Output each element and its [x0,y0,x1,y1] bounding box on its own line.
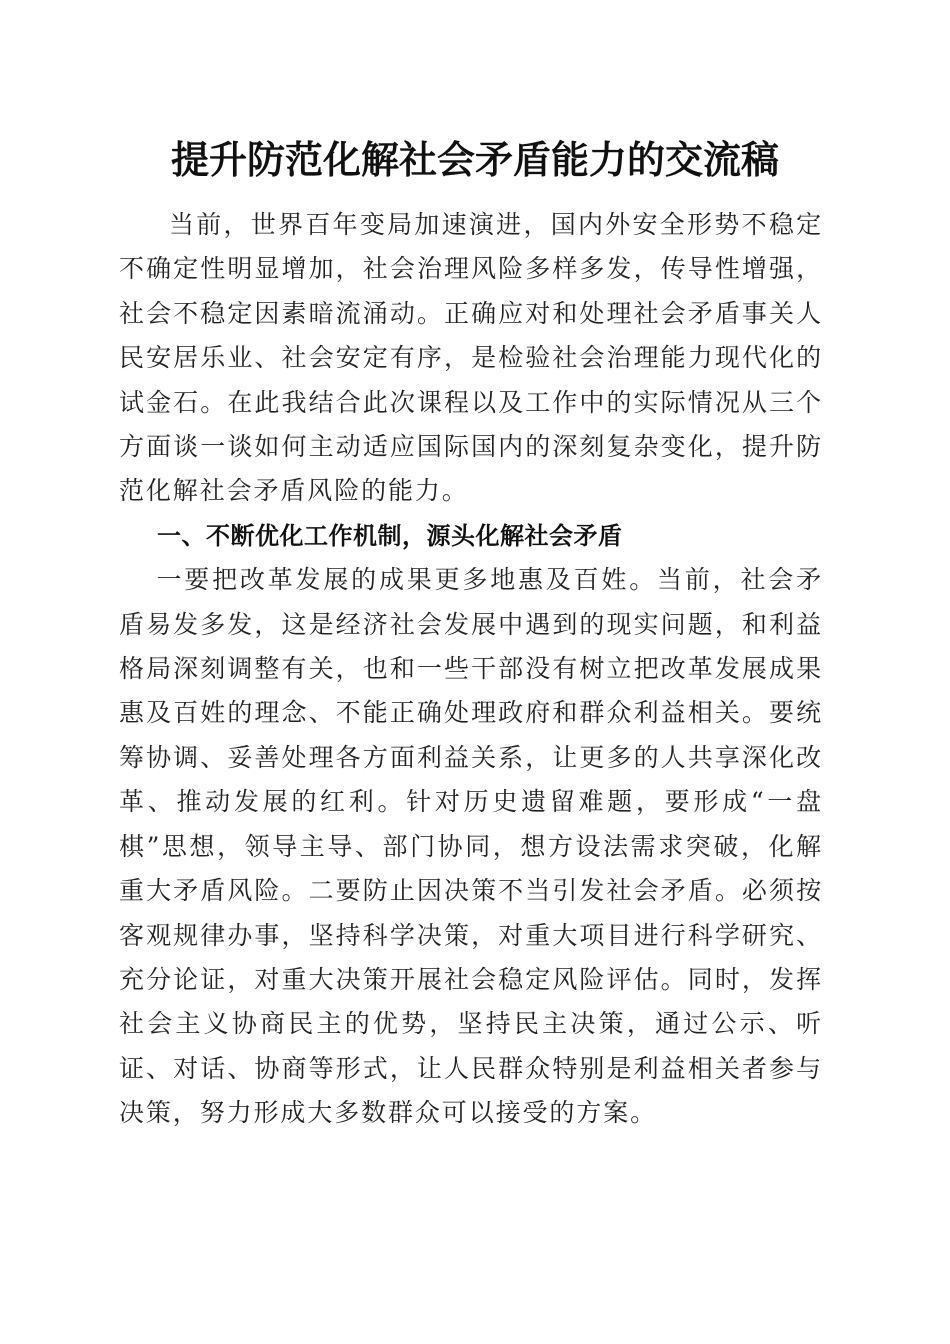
document-title: 提升防范化解社会矛盾能力的交流稿 [170,137,779,182]
intro-paragraph: 当前，世界百年变局加速演进，国内外安全形势不稳定不确定性明显增加，社会治理风险多样多发，传导性增强，社会不稳定因素暗流涌动。正确应对和处理社会矛盾事关人民安居乐业、社会安定有序，是检验社会治理能力现代化的试金石。在此我结合此次课程以及工作中的实际情况从三个方面谈一谈如何主动适应国际国内的深刻复杂变化，提升防范化解社会矛盾风险的能力。 [119,210,823,506]
section-paragraph: 一要把改革发展的成果更多地惠及百姓。当前，社会矛盾易发多发，这是经济社会发展中遇到的现实问题，和利益格局深刻调整有关，也和一些干部没有树立把改革发展成果惠及百姓的理念、不能正确处理政府和群众利益相关。要统筹协调、妥善处理各方面利益关系，让更多的人共享深化改革、推动发展的红利。针对历史遗留难题，要形成“一盘棋”思想，领导主导、部门协同，想方设法需求突破，化解重大矛盾风险。二要防止因决策不当引发社会矛盾。必须按客观规律办事，坚持科学决策，对重大项目进行科学研究、充分论证，对重大决策开展社会稳定风险评估。同时，发挥社会主义协商民主的优势，坚持民主决策，通过公示、听证、对话、协商等形式，让人民群众特别是利益相关者参与决策，努力形成大多数群众可以接受的方案。 [119,565,823,1128]
section-heading: 一、不断优化工作机制，源头化解社会矛盾 [157,521,623,550]
document-body [119,203,823,1136]
